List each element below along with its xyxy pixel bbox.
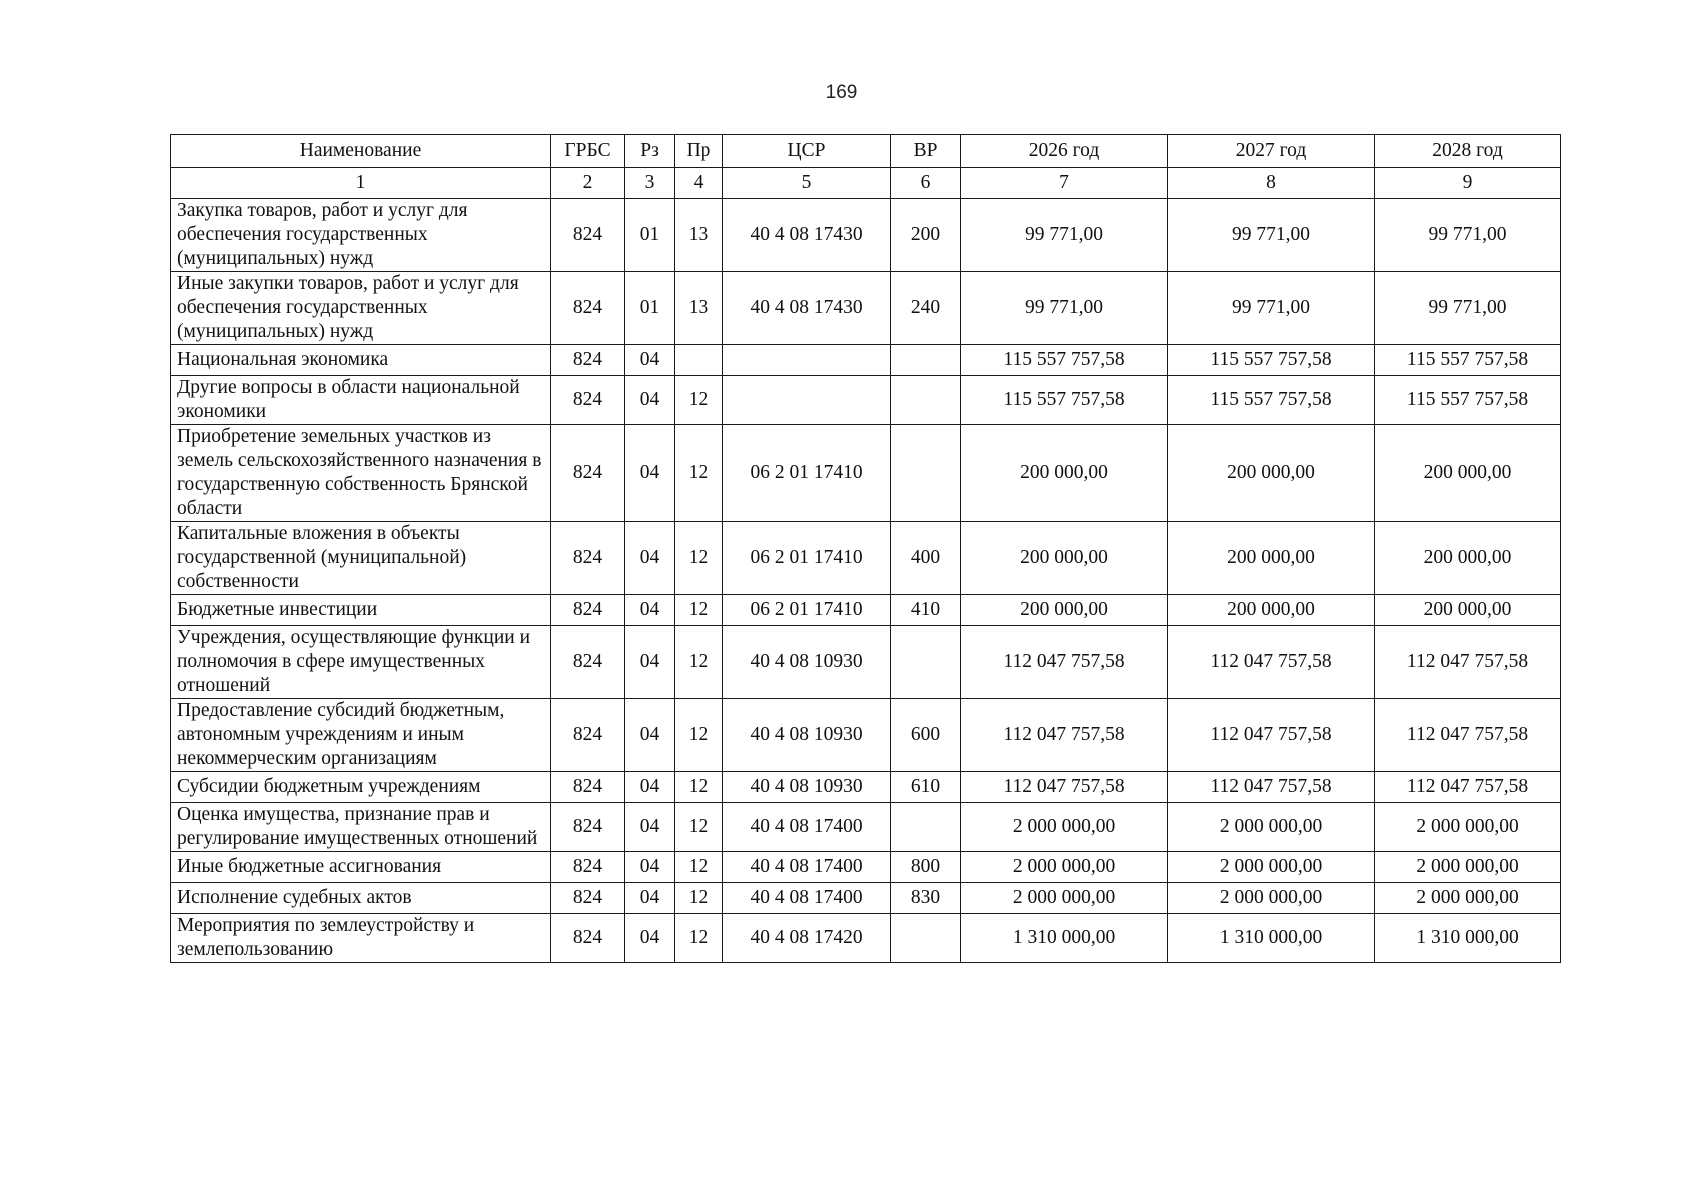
row-pr: 12 (675, 852, 723, 883)
row-vr (891, 345, 961, 376)
column-number: 1 (171, 168, 551, 199)
row-name: Иные закупки товаров, работ и услуг для обеспечения государственных (муниципальных) нужд (171, 272, 551, 345)
row-rz: 04 (625, 914, 675, 963)
row-rz: 04 (625, 699, 675, 772)
row-pr: 12 (675, 914, 723, 963)
row-pr: 12 (675, 376, 723, 425)
row-rz: 04 (625, 425, 675, 522)
row-csr: 40 4 08 10930 (723, 699, 891, 772)
row-amount-2026: 2 000 000,00 (961, 803, 1168, 852)
row-amount-2028: 2 000 000,00 (1375, 803, 1561, 852)
table-row (171, 883, 1561, 914)
row-amount-2026: 2 000 000,00 (961, 883, 1168, 914)
row-pr: 12 (675, 626, 723, 699)
row-pr: 13 (675, 199, 723, 272)
row-vr: 830 (891, 883, 961, 914)
row-grbs: 824 (551, 803, 625, 852)
row-name: Предоставление субсидий бюджетным, автономным учреждениям и иным некоммерческим организациям (171, 699, 551, 772)
row-name: Национальная экономика (171, 345, 551, 376)
row-rz: 01 (625, 199, 675, 272)
row-amount-2026: 2 000 000,00 (961, 852, 1168, 883)
row-csr (723, 345, 891, 376)
row-amount-2028: 2 000 000,00 (1375, 883, 1561, 914)
table-row (171, 376, 1561, 425)
header-csr: ЦСР (723, 135, 891, 168)
row-amount-2027: 1 310 000,00 (1168, 914, 1375, 963)
row-pr: 12 (675, 883, 723, 914)
row-csr: 06 2 01 17410 (723, 522, 891, 595)
column-number: 2 (551, 168, 625, 199)
row-amount-2027: 112 047 757,58 (1168, 699, 1375, 772)
row-name: Иные бюджетные ассигнования (171, 852, 551, 883)
column-number: 9 (1375, 168, 1561, 199)
header-year-2027: 2027 год (1168, 135, 1375, 168)
row-csr: 06 2 01 17410 (723, 425, 891, 522)
table-row (171, 272, 1561, 345)
row-vr: 610 (891, 772, 961, 803)
row-vr (891, 626, 961, 699)
row-rz: 04 (625, 522, 675, 595)
table-row (171, 345, 1561, 376)
row-amount-2027: 200 000,00 (1168, 522, 1375, 595)
row-rz: 04 (625, 803, 675, 852)
row-amount-2028: 2 000 000,00 (1375, 852, 1561, 883)
row-vr: 600 (891, 699, 961, 772)
table-header-row (171, 135, 1561, 168)
row-vr (891, 803, 961, 852)
row-amount-2027: 112 047 757,58 (1168, 772, 1375, 803)
row-csr: 40 4 08 10930 (723, 626, 891, 699)
row-pr: 12 (675, 425, 723, 522)
row-vr: 800 (891, 852, 961, 883)
table-row (171, 626, 1561, 699)
row-vr: 240 (891, 272, 961, 345)
row-amount-2028: 99 771,00 (1375, 199, 1561, 272)
header-year-2026: 2026 год (961, 135, 1168, 168)
table-row (171, 852, 1561, 883)
row-amount-2026: 200 000,00 (961, 595, 1168, 626)
row-csr: 40 4 08 17430 (723, 272, 891, 345)
row-amount-2026: 112 047 757,58 (961, 699, 1168, 772)
row-name: Приобретение земельных участков из земель сельскохозяйственного назначения в государственную собственность Брянской области (171, 425, 551, 522)
row-grbs: 824 (551, 272, 625, 345)
row-name: Оценка имущества, признание прав и регулирование имущественных отношений (171, 803, 551, 852)
row-vr (891, 425, 961, 522)
header-grbs: ГРБС (551, 135, 625, 168)
row-vr: 400 (891, 522, 961, 595)
page-number: 169 (825, 82, 858, 103)
row-grbs: 824 (551, 425, 625, 522)
row-rz: 01 (625, 272, 675, 345)
row-amount-2028: 200 000,00 (1375, 522, 1561, 595)
row-amount-2026: 112 047 757,58 (961, 626, 1168, 699)
row-amount-2026: 200 000,00 (961, 425, 1168, 522)
row-name: Бюджетные инвестиции (171, 595, 551, 626)
row-pr (675, 345, 723, 376)
table-row (171, 595, 1561, 626)
row-rz: 04 (625, 883, 675, 914)
row-pr: 12 (675, 803, 723, 852)
row-amount-2027: 112 047 757,58 (1168, 626, 1375, 699)
row-grbs: 824 (551, 522, 625, 595)
row-grbs: 824 (551, 199, 625, 272)
row-amount-2028: 200 000,00 (1375, 595, 1561, 626)
header-year-2028: 2028 год (1375, 135, 1561, 168)
row-pr: 12 (675, 522, 723, 595)
column-number: 4 (675, 168, 723, 199)
row-vr (891, 376, 961, 425)
row-name: Учреждения, осуществляющие функции и полномочия в сфере имущественных отношений (171, 626, 551, 699)
column-number-row (171, 168, 1561, 199)
table-row (171, 425, 1561, 522)
row-grbs: 824 (551, 626, 625, 699)
header-rz: Рз (625, 135, 675, 168)
row-amount-2026: 1 310 000,00 (961, 914, 1168, 963)
row-grbs: 824 (551, 345, 625, 376)
column-number: 8 (1168, 168, 1375, 199)
row-amount-2026: 112 047 757,58 (961, 772, 1168, 803)
row-csr: 40 4 08 17400 (723, 803, 891, 852)
row-grbs: 824 (551, 699, 625, 772)
row-pr: 12 (675, 772, 723, 803)
row-amount-2026: 115 557 757,58 (961, 376, 1168, 425)
table-row (171, 772, 1561, 803)
row-rz: 04 (625, 345, 675, 376)
row-amount-2027: 115 557 757,58 (1168, 345, 1375, 376)
row-rz: 04 (625, 595, 675, 626)
row-name: Мероприятия по землеустройству и землепользованию (171, 914, 551, 963)
row-amount-2027: 115 557 757,58 (1168, 376, 1375, 425)
table-row (171, 199, 1561, 272)
row-name: Капитальные вложения в объекты государственной (муниципальной) собственности (171, 522, 551, 595)
row-amount-2028: 112 047 757,58 (1375, 699, 1561, 772)
row-csr (723, 376, 891, 425)
row-vr (891, 914, 961, 963)
row-amount-2027: 2 000 000,00 (1168, 883, 1375, 914)
row-pr: 12 (675, 595, 723, 626)
row-amount-2028: 112 047 757,58 (1375, 626, 1561, 699)
row-grbs: 824 (551, 883, 625, 914)
row-pr: 13 (675, 272, 723, 345)
row-name: Исполнение судебных актов (171, 883, 551, 914)
budget-table (170, 134, 1561, 963)
row-amount-2028: 1 310 000,00 (1375, 914, 1561, 963)
column-number: 5 (723, 168, 891, 199)
row-amount-2026: 99 771,00 (961, 272, 1168, 345)
row-amount-2027: 2 000 000,00 (1168, 852, 1375, 883)
row-amount-2026: 99 771,00 (961, 199, 1168, 272)
table-row (171, 914, 1561, 963)
row-amount-2027: 2 000 000,00 (1168, 803, 1375, 852)
row-amount-2028: 115 557 757,58 (1375, 345, 1561, 376)
row-grbs: 824 (551, 914, 625, 963)
row-vr: 410 (891, 595, 961, 626)
row-grbs: 824 (551, 376, 625, 425)
row-name: Закупка товаров, работ и услуг для обеспечения государственных (муниципальных) нужд (171, 199, 551, 272)
row-csr: 40 4 08 17400 (723, 883, 891, 914)
row-grbs: 824 (551, 595, 625, 626)
row-csr: 40 4 08 10930 (723, 772, 891, 803)
row-amount-2027: 99 771,00 (1168, 272, 1375, 345)
header-vr: ВР (891, 135, 961, 168)
row-csr: 40 4 08 17400 (723, 852, 891, 883)
column-number: 7 (961, 168, 1168, 199)
row-rz: 04 (625, 772, 675, 803)
row-rz: 04 (625, 626, 675, 699)
row-amount-2028: 115 557 757,58 (1375, 376, 1561, 425)
row-amount-2027: 99 771,00 (1168, 199, 1375, 272)
row-csr: 40 4 08 17420 (723, 914, 891, 963)
row-name: Другие вопросы в области национальной экономики (171, 376, 551, 425)
table-row (171, 699, 1561, 772)
row-name: Субсидии бюджетным учреждениям (171, 772, 551, 803)
column-number: 3 (625, 168, 675, 199)
row-vr: 200 (891, 199, 961, 272)
row-rz: 04 (625, 376, 675, 425)
row-amount-2026: 200 000,00 (961, 522, 1168, 595)
row-amount-2028: 99 771,00 (1375, 272, 1561, 345)
column-number: 6 (891, 168, 961, 199)
header-name: Наименование (171, 135, 551, 168)
row-grbs: 824 (551, 852, 625, 883)
row-grbs: 824 (551, 772, 625, 803)
row-csr: 40 4 08 17430 (723, 199, 891, 272)
row-amount-2028: 200 000,00 (1375, 425, 1561, 522)
table-row (171, 522, 1561, 595)
row-pr: 12 (675, 699, 723, 772)
row-amount-2028: 112 047 757,58 (1375, 772, 1561, 803)
table-row (171, 803, 1561, 852)
header-pr: Пр (675, 135, 723, 168)
row-amount-2026: 115 557 757,58 (961, 345, 1168, 376)
row-amount-2027: 200 000,00 (1168, 425, 1375, 522)
row-rz: 04 (625, 852, 675, 883)
row-csr: 06 2 01 17410 (723, 595, 891, 626)
row-amount-2027: 200 000,00 (1168, 595, 1375, 626)
